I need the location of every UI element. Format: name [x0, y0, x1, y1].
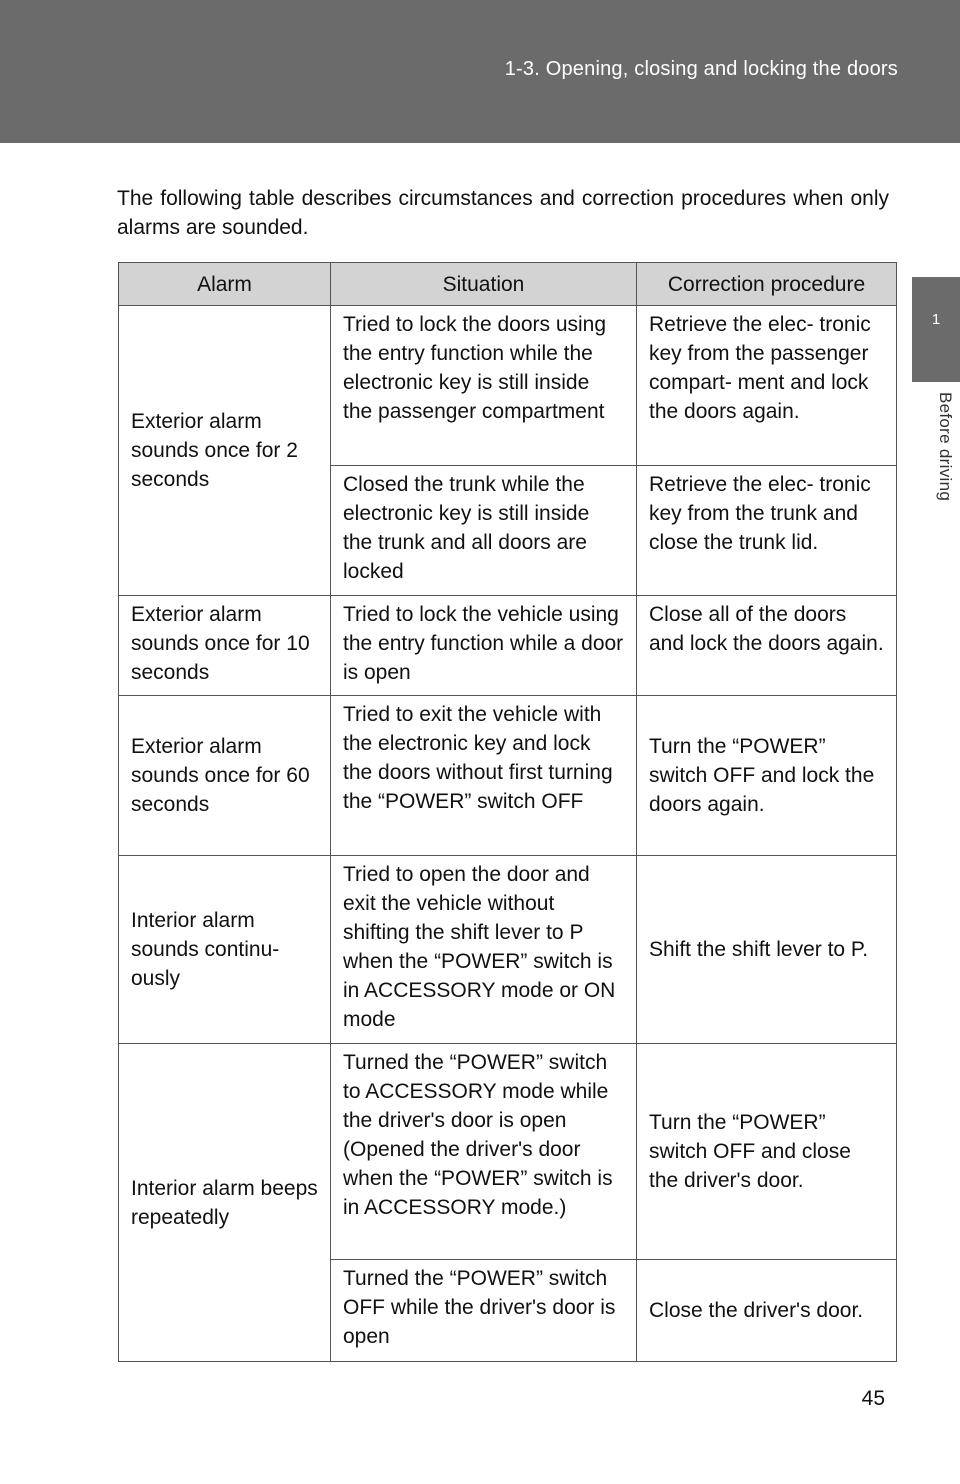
table-row	[119, 1044, 897, 1260]
alarm-cell: Exterior alarm sounds once for 2 seconds	[119, 306, 331, 596]
alarm-cell: Exterior alarm sounds once for 10 seconds	[119, 596, 331, 696]
correction-cell: Retrieve the elec- tronic key from the passenger compart- ment and lock the doors again.	[637, 306, 897, 466]
table-row	[119, 856, 897, 1044]
table-header-row	[119, 263, 897, 306]
situation-cell: Tried to exit the vehicle with the electronic key and lock the doors without first turning the “POWER” switch OFF	[331, 696, 637, 856]
situation-cell: Tried to lock the vehicle using the entry function while a door is open	[331, 596, 637, 696]
chapter-tab	[912, 277, 960, 382]
header-situation: Situation	[331, 263, 637, 306]
situation-cell: Tried to open the door and exit the vehicle without shifting the shift lever to P when the “POWER” switch is in ACCESSORY mode or ON mode	[331, 856, 637, 1044]
chapter-title: 1-3. Opening, closing and locking the doors	[504, 58, 898, 80]
situation-cell: Turned the “POWER” switch to ACCESSORY mode while the driver's door is open (Opened the driver's door when the “POWER” switch is in ACCESSORY mode.)	[331, 1044, 637, 1260]
alarm-cell: Interior alarm beeps repeatedly	[119, 1044, 331, 1362]
correction-cell: Close all of the doors and lock the doors again.	[637, 596, 897, 696]
correction-cell: Retrieve the elec- tronic key from the trunk and close the trunk lid.	[637, 466, 897, 596]
correction-cell: Turn the “POWER” switch OFF and lock the doors again.	[637, 696, 897, 856]
alarm-cell: Exterior alarm sounds once for 60 seconds	[119, 696, 331, 856]
situation-cell: Closed the trunk while the electronic key is still inside the trunk and all doors are locked	[331, 466, 637, 596]
situation-cell: Turned the “POWER” switch OFF while the driver's door is open	[331, 1260, 637, 1362]
intro-paragraph: The following table describes circumstances and correction procedures when only alarms are sounded.	[117, 187, 889, 239]
correction-cell: Shift the shift lever to P.	[637, 856, 897, 1044]
header-correction: Correction procedure	[637, 263, 897, 306]
correction-cell: Turn the “POWER” switch OFF and close the driver's door.	[637, 1044, 897, 1260]
situation-cell: Tried to lock the doors using the entry function while the electronic key is still inside the passenger compartment	[331, 306, 637, 466]
page-number: 45	[861, 1387, 885, 1410]
alarm-table	[118, 262, 897, 1362]
table-row	[119, 306, 897, 466]
table-row	[119, 696, 897, 856]
table-row	[119, 596, 897, 696]
correction-cell: Close the driver's door.	[637, 1260, 897, 1362]
section-label: Before driving	[936, 392, 955, 502]
header-alarm: Alarm	[119, 263, 331, 306]
chapter-number: 1	[931, 311, 941, 328]
alarm-cell: Interior alarm sounds continu- ously	[119, 856, 331, 1044]
